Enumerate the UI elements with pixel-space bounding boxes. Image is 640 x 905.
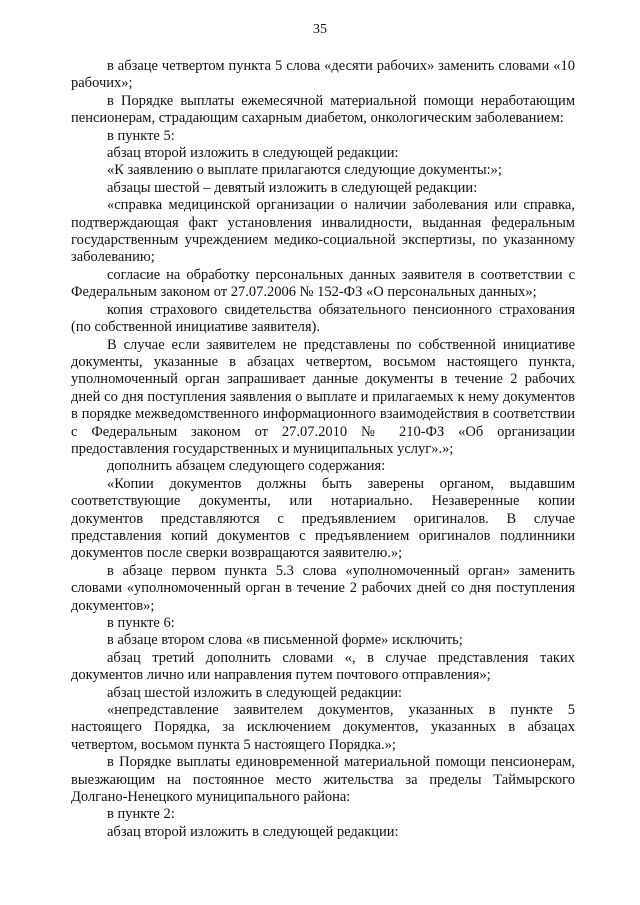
paragraph: в абзаце первом пункта 5.3 слова «уполномоченный орган» заменить словами «уполномоченный орган в течение 2 рабочих дней со дня поступления документов»; bbox=[71, 562, 575, 614]
paragraph: абзац третий дополнить словами «, в случае представления таких документов лично или направления путем почтового отправления»; bbox=[71, 649, 575, 684]
paragraph: в Порядке выплаты ежемесячной материальной помощи неработающим пенсионерам, страдающим сахарным диабетом, онкологическим заболеванием: bbox=[71, 92, 575, 127]
paragraph: в Порядке выплаты единовременной материальной помощи пенсионерам, выезжающим на постоянное место жительства за пределы Таймырского Долгано-Ненецкого муниципального района: bbox=[71, 754, 575, 806]
paragraph: «К заявлению о выплате прилагаются следующие документы:»; bbox=[107, 162, 502, 179]
paragraph: абзац шестой изложить в следующей редакции: bbox=[107, 684, 402, 701]
paragraph: согласие на обработку персональных данных заявителя в соответствии с Федеральным законом от 27.07.2006 № 152-ФЗ «О персональных данных»; bbox=[71, 266, 575, 301]
paragraph: абзац второй изложить в следующей редакции: bbox=[107, 823, 399, 840]
paragraph: «непредставление заявителем документов, указанных в пункте 5 настоящего Порядка, за исключением документов, указанных в абзацах четвертом, восьмом пункта 5 настоящего Порядка.»; bbox=[71, 702, 575, 753]
paragraph: абзацы шестой – девятый изложить в следующей редакции: bbox=[107, 179, 478, 196]
document-body bbox=[71, 58, 575, 841]
paragraph: «справка медицинской организации о наличии заболевания или справка, подтверждающая факт установления инвалидности, выданная федеральным государственным учреждением медико-социальной экспертизы, по указанному заболеванию; bbox=[71, 197, 575, 266]
paragraph: В случае если заявителем не представлены по собственной инициативе документы, указанные в абзацах четвертом, восьмом настоящего пункта, уполномоченный орган запрашивает данные документы в течение 2 рабочих дней со дня поступления заявления о выплате и прилагаемых к нему документов в порядке межведомственного информационного взаимодействия в соответствии с Федеральным законом от 27.07.2010 № 210-ФЗ «Об организации предоставления государственных и муниципальных услуг».»; bbox=[71, 336, 575, 457]
paragraph: дополнить абзацем следующего содержания: bbox=[107, 458, 386, 475]
paragraph: копия страхового свидетельства обязательного пенсионного страхования (по собственной инициативе заявителя). bbox=[71, 301, 575, 336]
paragraph: в пункте 5: bbox=[107, 127, 175, 144]
paragraph: в пункте 6: bbox=[107, 615, 175, 631]
paragraph: абзац второй изложить в следующей редакции: bbox=[107, 145, 399, 162]
page-number: 35 bbox=[313, 22, 327, 37]
paragraph: «Копии документов должны быть заверены органом, выдавшим соответствующие документы, или нотариально. Незаверенные копии документов представляются с предъявлением оригиналов. В случае представления копий документов с предъявлением оригиналов подлинники документов после сверки возвращаются заявителю.»; bbox=[71, 475, 575, 562]
paragraph: в абзаце втором слова «в письменной форме» исключить; bbox=[107, 632, 463, 649]
paragraph: в пункте 2: bbox=[107, 806, 175, 823]
paragraph: в абзаце четвертом пункта 5 слова «десяти рабочих» заменить словами «10 рабочих»; bbox=[71, 58, 575, 92]
